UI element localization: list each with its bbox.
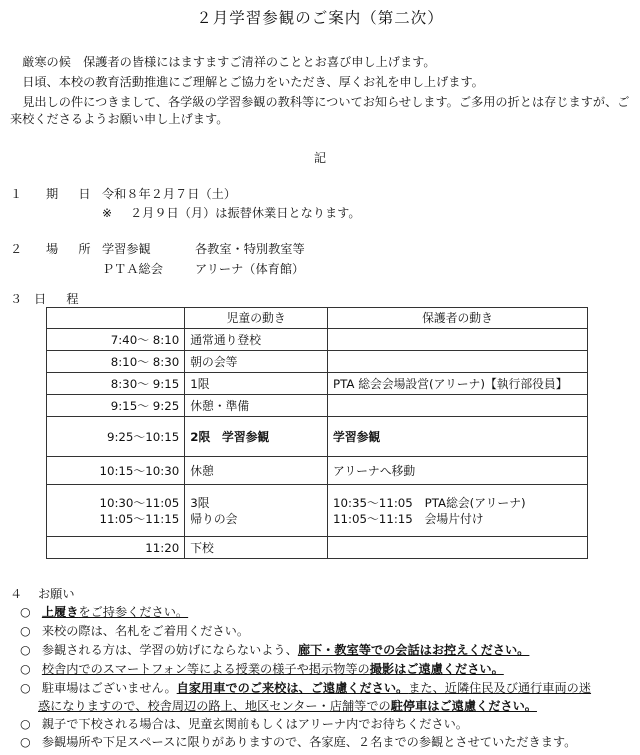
request-text: また、近隣住民及び通行車両の迷: [408, 681, 592, 695]
ki-heading: 記: [313, 151, 327, 165]
place-section-label: 場 所: [46, 242, 95, 256]
request-item-1: [20, 604, 188, 621]
bullet-icon: ○: [20, 605, 31, 619]
time-cell: 8:30～ 9:15: [47, 373, 185, 395]
schedule-section-number: ３: [10, 292, 23, 306]
request-emphasis: 自家用車でのご来校は、ご遠慮ください。: [176, 681, 409, 695]
request-emphasis: 駐停車はご遠慮ください。: [390, 699, 537, 713]
request-item-5: [20, 680, 591, 697]
request-text: 参観場所や下足スペースに限りがありますので、各家庭、２名までの参観とさせていただきます。: [41, 735, 577, 749]
date-note-mark: ※: [102, 206, 113, 220]
table-row: [47, 537, 588, 559]
parent-activity-cell: [328, 537, 588, 559]
table-header-parent: 保護者の動き: [328, 308, 588, 329]
date-section-label: 期 日: [46, 187, 95, 201]
parent-activity-cell: [328, 485, 588, 537]
place-event-1: 学習参観: [102, 242, 151, 256]
request-text: 駐車場はございません。: [41, 681, 177, 695]
schedule-section-label: 日 程: [34, 292, 83, 306]
table-row: [47, 395, 588, 417]
table-header-row: [47, 308, 588, 329]
intro-paragraph-3: 見出しの件につきまして、各学級の学習参観の教科等についてお知らせします。ご多用の折とは存じますが、ご来校くださるようお願い申し上げます。: [10, 95, 630, 126]
request-item-3: [20, 642, 529, 659]
intro-paragraph-1: 厳寒の候 保護者の皆様にはますますご清祥のこととお喜び申し上げます。: [22, 55, 436, 69]
child-activity-cell: 1限: [185, 373, 328, 395]
page-title: ２月学習参観のご案内（第二次）: [196, 9, 444, 27]
request-text: 参観される方は、学習の妨げにならないよう、: [41, 643, 298, 657]
schedule-table: [46, 307, 588, 559]
table-header-child: 児童の動き: [185, 308, 328, 329]
parent-activity-cell: 学習参観: [328, 417, 588, 457]
child-activity-cell: 休憩・準備: [185, 395, 328, 417]
table-row: [47, 485, 588, 537]
time-cell: 8:10～ 8:30: [47, 351, 185, 373]
request-text: 校舎内でのスマートフォン等による授業の様子や掲示物等の: [41, 662, 370, 676]
parent-activity-cell: [328, 329, 588, 351]
child-activity-line-1: 3限: [190, 495, 210, 510]
table-row: [47, 457, 588, 485]
place-section-number: ２: [10, 242, 23, 256]
place-location-2: アリーナ（体育館）: [195, 262, 305, 276]
bullet-icon: ○: [20, 624, 31, 638]
child-activity-cell: 下校: [185, 537, 328, 559]
child-activity-line-2: 帰りの会: [190, 511, 238, 526]
child-activity-cell: 2限 学習参観: [185, 417, 328, 457]
table-row: [47, 329, 588, 351]
requests-section-label: お願い: [38, 587, 75, 601]
parent-activity-cell: [328, 351, 588, 373]
request-text: 惑になりますので、校舎周辺の路上、地区センター・店舗等での: [38, 699, 391, 713]
bullet-icon: ○: [20, 681, 31, 695]
table-row: [47, 417, 588, 457]
bullet-icon: ○: [20, 735, 31, 749]
time-cell: [47, 485, 185, 537]
parent-activity-cell: アリーナへ移動: [328, 457, 588, 485]
date-value: 令和８年２月７日（土）: [102, 187, 237, 201]
time-cell: 11:20: [47, 537, 185, 559]
request-item-7: [20, 734, 576, 751]
request-item-2: [20, 623, 249, 640]
parent-activity-line-2: 11:05～11:15 会場片付け: [333, 511, 484, 526]
intro-paragraph-2: 日頃、本校の教育活動推進にご理解とご協力をいただき、厚くお礼を申し上げます。: [22, 75, 484, 89]
parent-activity-cell: PTA 総会会場設営(アリーナ)【執行部役員】: [328, 373, 588, 395]
request-text: をご持参ください。: [78, 605, 189, 619]
time-line-2: 11:05～11:15: [99, 511, 180, 526]
request-emphasis: 撮影はご遠慮ください。: [369, 662, 504, 676]
request-emphasis: 上履き: [41, 605, 79, 619]
child-activity-cell: 休憩: [185, 457, 328, 485]
request-item-4: [20, 661, 504, 678]
date-section-number: １: [10, 187, 23, 201]
child-activity-cell: 朝の会等: [185, 351, 328, 373]
parent-activity-cell: [328, 395, 588, 417]
bullet-icon: ○: [20, 643, 31, 657]
time-cell: 9:15～ 9:25: [47, 395, 185, 417]
place-event-2: ＰＴＡ総会: [102, 262, 163, 276]
child-activity-cell: 通常通り登校: [185, 329, 328, 351]
time-cell: 10:15～10:30: [47, 457, 185, 485]
requests-section-number: ４: [10, 587, 23, 601]
bullet-icon: ○: [20, 717, 31, 731]
bullet-icon: ○: [20, 662, 31, 676]
child-activity-cell: [185, 485, 328, 537]
parent-activity-line-1: 10:35～11:05 PTA総会(アリーナ): [333, 495, 526, 510]
date-note: ２月９日（月）は振替休業日となります。: [130, 206, 361, 220]
request-emphasis: 廊下・教室等での会話はお控えください。: [297, 643, 530, 657]
request-text: 来校の際は、名札をご着用ください。: [41, 624, 250, 638]
request-text: 親子で下校される場合は、児童玄関前もしくはアリーナ内でお待ちください。: [41, 717, 468, 731]
place-location-1: 各教室・特別教室等: [195, 242, 305, 256]
time-cell: 7:40～ 8:10: [47, 329, 185, 351]
request-item-6: [20, 716, 468, 733]
time-line-1: 10:30～11:05: [99, 495, 180, 510]
table-row: [47, 373, 588, 395]
table-header-time: [47, 308, 185, 329]
request-item-5-continued: [38, 698, 537, 715]
table-row: [47, 351, 588, 373]
time-cell: 9:25～10:15: [47, 417, 185, 457]
